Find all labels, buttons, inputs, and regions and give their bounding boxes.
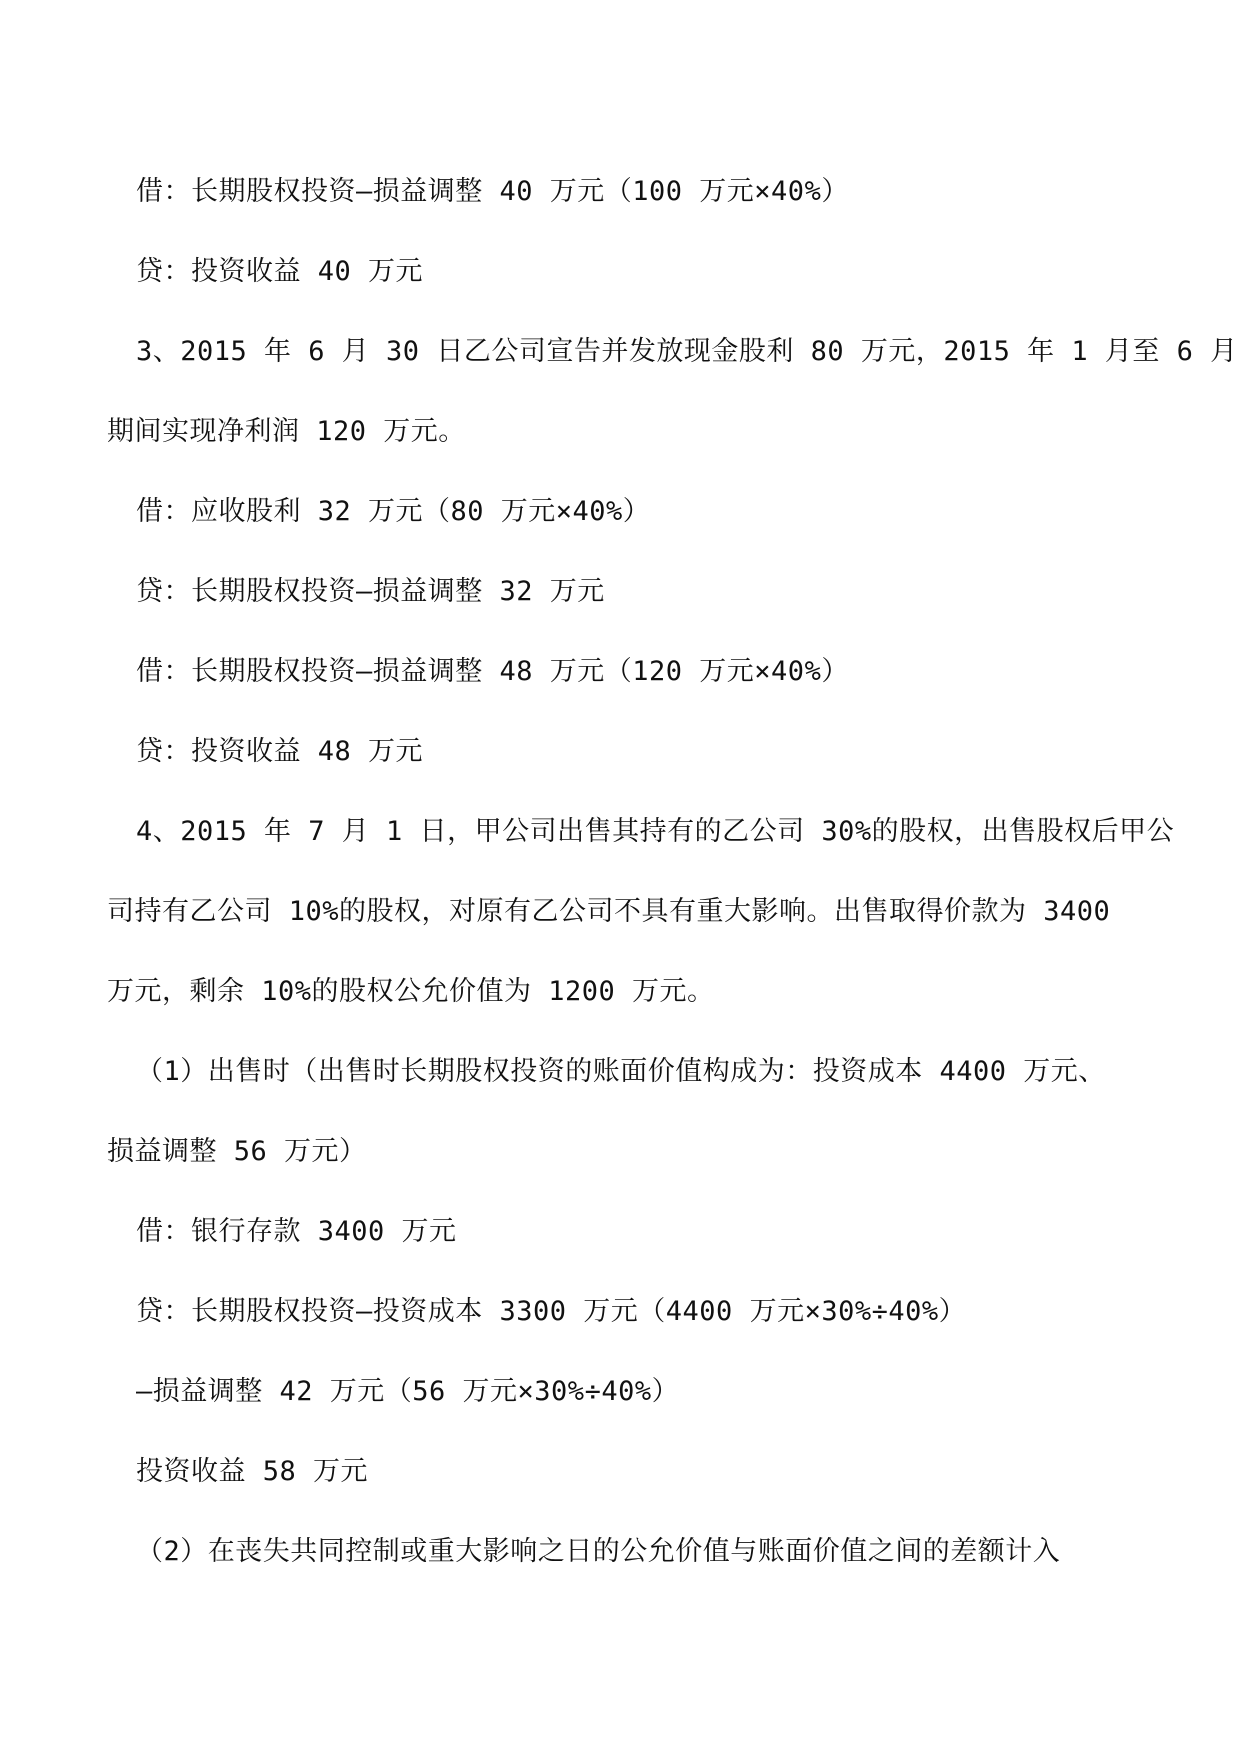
entry-credit-investment-income-40: 贷：投资收益 40 万元 [136,256,424,287]
sub-item-1-text-line-2: 损益调整 56 万元） [107,1136,367,1167]
entry-debit-equity-adjustment-48: 借：长期股权投资—损益调整 48 万元（120 万元×40%） [136,656,849,687]
entry-debit-bank-deposit: 借：银行存款 3400 万元 [136,1216,457,1247]
entry-credit-equity-adjustment-42: —损益调整 42 万元（56 万元×30%÷40%） [136,1376,680,1407]
entry-credit-investment-income-48: 贷：投资收益 48 万元 [136,736,424,767]
item-4-text-line-1: 4、2015 年 7 月 1 日，甲公司出售其持有的乙公司 30%的股权，出售股权后甲公 [136,816,1175,847]
item-4-text-line-3: 万元，剩余 10%的股权公允价值为 1200 万元。 [107,976,715,1007]
entry-credit-investment-cost: 贷：长期股权投资—投资成本 3300 万元（4400 万元×30%÷40%） [136,1296,967,1327]
item-3-text-line-1: 3、2015 年 6 月 30 日乙公司宣告并发放现金股利 80 万元，2015 年 1 月至 6 月 [136,336,1238,367]
item-4-text-line-2: 司持有乙公司 10%的股权，对原有乙公司不具有重大影响。出售取得价款为 3400 [107,896,1111,927]
item-3-text-line-2: 期间实现净利润 120 万元。 [107,416,466,447]
entry-debit-dividend-receivable: 借：应收股利 32 万元（80 万元×40%） [136,496,651,527]
entry-debit-equity-adjustment-40: 借：长期股权投资—损益调整 40 万元（100 万元×40%） [136,176,849,207]
sub-item-2-text-line-1: （2）在丧失共同控制或重大影响之日的公允价值与账面价值之间的差额计入 [136,1536,1061,1567]
entry-credit-equity-adjustment-32: 贷：长期股权投资—损益调整 32 万元 [136,576,605,607]
sub-item-1-text-line-1: （1）出售时（出售时长期股权投资的账面价值构成为：投资成本 4400 万元、 [136,1056,1106,1087]
entry-credit-investment-income-58: 投资收益 58 万元 [136,1456,369,1487]
